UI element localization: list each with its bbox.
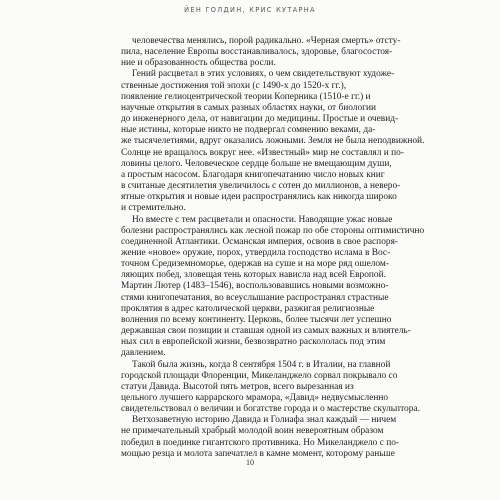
text-line: волнения по всему континенту. Церковь, более тысячи лет успешно [121, 314, 392, 325]
text-line: свидетельствовал о величии и богатстве города и о мастерстве скульптора. [121, 404, 420, 415]
text-line: стями книгопечатания, во всеуслышание распространял страстные [121, 292, 389, 303]
text-line: до инженерного дела, от навигации до медицины. Простые и очевид- [121, 114, 399, 125]
text-line: победил в поединке гигантского противника. Но Микеланджело с по- [121, 437, 400, 448]
text-line: Но вместе с тем расцветали и опасности. Наводящие ужас новые [132, 214, 393, 225]
text-line: статуи Давида. Высотой пять метров, всего вырезанная из [121, 381, 354, 392]
text-line: городской площади Флоренции, Микеланджело сорвал покрывало со [121, 370, 398, 381]
running-head: ЙЕН ГОЛДИН, КРИС КУТАРНА [184, 6, 316, 14]
body-text [121, 36, 425, 460]
text-line: точном Средиземноморье, одержав на суше и на море ряд ошелом- [121, 259, 389, 270]
text-line: Ветхозаветную историю Давида и Голиафа знал каждый — ничем [132, 415, 397, 426]
paragraph [121, 36, 401, 69]
paragraph [121, 415, 400, 460]
text-line: ные истины, которые никто не подвергал сомнению веками, да- [121, 125, 376, 136]
text-line: научные открытия в самых разных областях науки, от биологии [121, 102, 377, 113]
text-line: цельного лучшего каррарского мрамора, «Давид» недвусмысленно [121, 393, 389, 403]
text-line: державшая свои позиции и ставшая одной из самых важных и влиятель- [121, 326, 411, 337]
text-line: мощью резца и молота запечатлел в камне момент, которому раньше [121, 448, 395, 459]
text-line: ловины целого. Человеческое сердце больше не вмещающим души, [121, 158, 392, 169]
text-line: человечества менялись, порой радикально. «Черная смерть» отсту- [132, 36, 401, 46]
text-line: а простым насосом. Благодаря книгопечатанию число новых книг [121, 169, 385, 180]
text-line: появление гелиоцентрической теории Коперника (1510-е гг.) и [121, 91, 371, 102]
text-line: давлением. [121, 348, 166, 359]
text-line: ственные достижения той эпохи (с 1490-х до 1520-х гг.), [121, 80, 347, 91]
paragraph [121, 69, 425, 214]
text-line: Гений расцветал в этих условиях, о чем свидетельствуют художе- [132, 69, 395, 80]
text-line: в считаные десятилетия увеличилось с сотен до миллионов, а неверо- [121, 181, 401, 192]
text-line: ных сил в европейской жизни, безвозвратно раскололась под этим [121, 337, 386, 348]
text-line: Мартин Лютер (1483–1546), воспользовавшись новыми возможно- [121, 281, 389, 292]
text-line: проклятия в адрес католической церкви, разжигая религиозные [121, 303, 375, 314]
text-line: соединенной Атлантики. Османская империя, освоив в свое распоря- [121, 236, 399, 247]
text-line: болезни распространялись как лесной пожар по обе стороны оптимистично [121, 225, 425, 236]
text-line: Солнце не вращалось вокруг нее. «Известный» мир не составлял и по- [121, 147, 404, 158]
text-line: пила, население Европы восстанавливалось, здоровье, благосостоя- [121, 47, 393, 58]
text-line: ятные открытия и новые идеи распространялись как никогда широко [121, 192, 397, 203]
paragraph [121, 359, 420, 416]
text-line: и стремительно. [121, 203, 186, 214]
page-number: 10 [246, 458, 254, 467]
text-line: же тысячелетиями, вдруг оказались ложными. Земля не была неподвижной. [121, 136, 425, 147]
text-line: не примечательный храбрый молодой воин невероятным образом [121, 426, 384, 437]
text-line: ние и образованность общества росли. [121, 58, 276, 69]
text-line: ляющих побед, зловещая тень которых нависла над всей Европой. [121, 270, 386, 281]
paragraph [121, 214, 425, 360]
text-line: Такой была жизнь, когда 8 сентября 1504 г. в Италии, на главной [132, 359, 391, 370]
text-line: жение «новое» оружие, порох, утвердила господство ислама в Вос- [121, 247, 391, 258]
